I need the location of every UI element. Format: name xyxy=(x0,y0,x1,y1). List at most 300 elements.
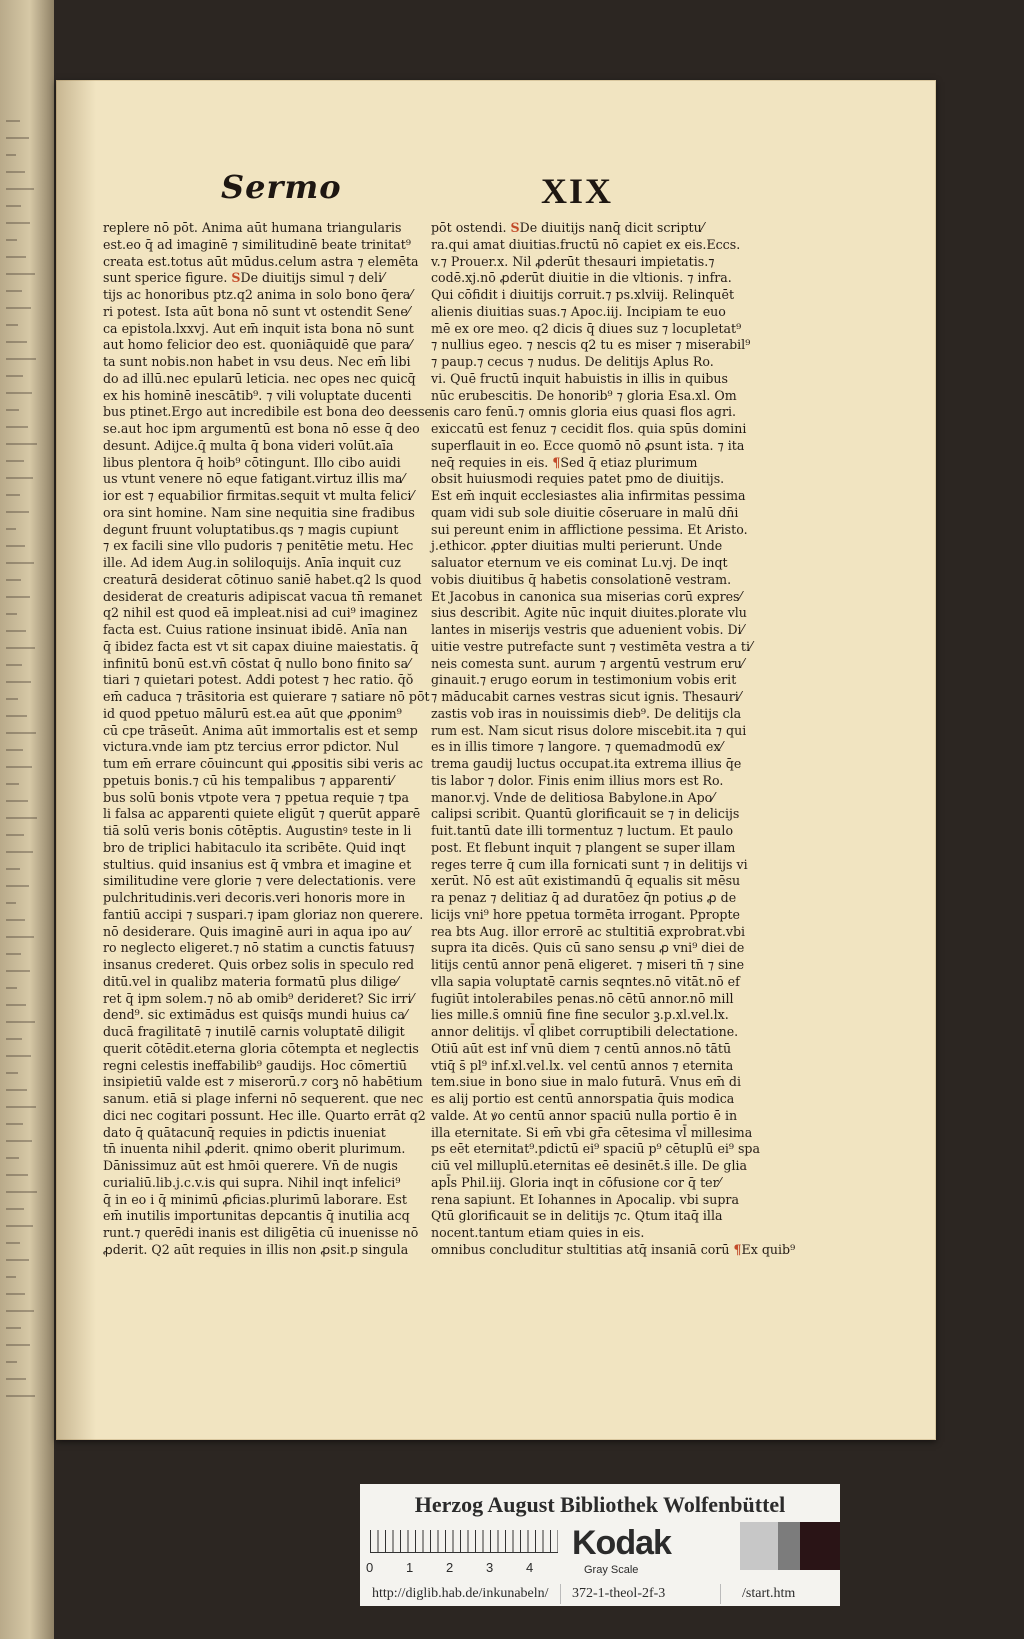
facing-page-line xyxy=(6,579,21,581)
text-line xyxy=(103,1107,426,1125)
text-line xyxy=(103,236,411,254)
text-line xyxy=(431,254,731,271)
facing-page-line xyxy=(6,1021,35,1023)
text-line xyxy=(103,974,403,991)
text-line xyxy=(431,371,731,388)
facing-page-line xyxy=(6,613,17,615)
line-text: Dānissimuz aūt est hmōi querere. Vn̄ de nugis xyxy=(103,1158,398,1173)
line-text: curialiū.lib.j.c.v.is qui supra. Nihil inqt infelici⁹ xyxy=(103,1174,401,1190)
line-text: Qui cōfidit i diuitijs corruit.⁊ ps.xlviij. Relinquēt xyxy=(431,287,735,302)
line-text: bro de triplici habitaculo ita scribēte. Quid inqt xyxy=(103,839,406,855)
facing-page-line xyxy=(6,970,30,972)
text-line xyxy=(103,504,415,522)
line-text: apl̄s Phil.iij. Gloria inqt in cōfusione cor q̄ ter⁄ xyxy=(431,1174,721,1190)
url-text: http://diglib.hab.de/inkunabeln/ xyxy=(372,1586,549,1601)
text-line xyxy=(431,705,742,723)
text-line xyxy=(103,1158,403,1175)
ruler-number: 4 xyxy=(526,1560,534,1575)
gray-swatch-dark xyxy=(800,1522,840,1570)
card-footer xyxy=(360,1582,840,1606)
facing-page-line xyxy=(6,1225,33,1227)
library-name: Herzog August Bibliothek Wolfenbüttel xyxy=(414,1492,786,1517)
text-line xyxy=(103,1024,403,1041)
line-text: similitudine vere glorie ⁊ vere delectationis. vere xyxy=(103,873,416,889)
line-text: creaturā desiderat cōtinuo saniē habet.q2 ls quod xyxy=(103,571,422,587)
text-line xyxy=(103,1225,419,1242)
line-text: ra penaz ⁊ delitiaz q̄ ad duratōez q̄n potius ꝓ de xyxy=(431,890,737,905)
text-line xyxy=(103,253,419,271)
line-text: rena sapiunt. Et Iohannes in Apocalip. vbi supra xyxy=(431,1191,739,1207)
facing-page-line xyxy=(6,409,19,411)
ruler-number: 1 xyxy=(406,1560,414,1575)
line-text: litijs centū annor penā eligeret. ⁊ miseri tn̄ ⁊ sine xyxy=(431,957,745,972)
facing-page-line xyxy=(6,698,18,700)
line-text: ra.qui amat diuitias.fructū nō capiet ex eis.Eccs. xyxy=(431,236,741,252)
line-text: querit cōtēdit.eterna gloria cōtempta et neglectis xyxy=(103,1040,419,1056)
paragraph-text: Sed q̄ etiaz plurimum xyxy=(560,454,698,470)
facing-page-line xyxy=(6,460,24,462)
line-text: pōt ostendi. xyxy=(431,220,507,235)
line-text: j.ethicor. ꝓpter diuitias multi perierunt. Unde xyxy=(431,538,723,554)
line-text: fuit.tantū date illi tormentuz ⁊ luctum. Et paulo xyxy=(431,823,734,838)
line-text: ille. Ad idem Aug.in soliloquijs. Anīa inquit cuz xyxy=(103,555,401,570)
text-line xyxy=(103,220,403,237)
line-text: Est em̄ inquit ecclesiastes alia infirmitas pessima xyxy=(431,488,746,503)
line-text: desiderat de creaturis adipiscat vacua tn̄ remanet xyxy=(103,588,423,604)
line-text: facta est. Cuius ratione insinuat ibidē. Anīa nan xyxy=(103,622,408,637)
line-text: Et Jacobus in canonica sua miserias corū expres⁄ xyxy=(431,588,742,604)
line-text: valde. At ꝟo centū annor spaciū nulla portio ē in xyxy=(431,1107,738,1123)
facing-page-line xyxy=(6,324,18,326)
line-text: regni celestis ineffabilib⁹ gaudijs. Hoc cōmertiū xyxy=(103,1057,408,1073)
facing-page-line xyxy=(6,783,19,785)
facing-page-line xyxy=(6,562,34,564)
text-line xyxy=(103,856,412,874)
running-header xyxy=(56,168,936,216)
line-text: codē.xj.nō ꝓderūt diuitie in die vltionis. ⁊ infra. xyxy=(431,270,732,286)
line-text: vi. Quē fructū inquit habuistis in illis in quibus xyxy=(431,370,728,386)
line-text: lies mille.s̄ omniū fine fine seculor ꝫ.p.xl.vel.lx. xyxy=(431,1007,729,1023)
book-page xyxy=(56,80,936,1440)
line-text: dato q̄ quātacunq̄ requies in pdictis inueniat xyxy=(103,1124,386,1140)
text-line xyxy=(103,488,414,505)
line-text: aut homo felicior deo est. quoniāquidē que para⁄ xyxy=(103,337,412,353)
line-text: degunt fruunt voluptatibus.qs ⁊ magis cupiunt xyxy=(103,521,399,537)
line-text: exiccatū est fenuz ⁊ cecidit flos. quia spūs domini xyxy=(431,421,747,436)
text-line xyxy=(431,404,737,421)
gray-swatch-light xyxy=(740,1522,778,1570)
line-text: ⁊ nullius egeo. ⁊ nescis q2 tu es miser ⁊ miserabil⁹ xyxy=(431,337,751,353)
text-line xyxy=(431,722,747,740)
facing-page-line xyxy=(6,817,37,819)
line-text: ps eēt eternitat⁹.pdictū ei⁹ spaciū p⁹ cētuplū ei⁹ spa xyxy=(431,1141,761,1157)
facing-page-line xyxy=(6,1106,36,1108)
text-line xyxy=(431,437,745,455)
line-text: Qtū glorificauit se in delitijs ⁊c. Qtum itaq̄ illa xyxy=(431,1208,723,1224)
text-line xyxy=(431,354,731,371)
line-text: ora sint homine. Nam sine nequitia sine fradibus xyxy=(103,504,415,520)
facing-page-line xyxy=(6,171,25,173)
text-line xyxy=(103,555,403,572)
line-text: obsit huiusmodi requies patet pmo de diuitijs. xyxy=(431,471,725,487)
facing-page-line xyxy=(6,443,37,445)
line-text: ca epistola.lxxvj. Aut em̄ inquit ista bona nō sunt xyxy=(103,320,414,336)
line-text: tiari ⁊ quietari potest. Addi potest ⁊ hec ratio. q̄ŏ xyxy=(103,672,414,688)
facing-page-line xyxy=(6,307,31,309)
line-text: q̄ ibidez facta est vt sit capax diuine maiestatis. q̄ xyxy=(103,638,419,654)
text-line xyxy=(103,571,422,589)
facing-page-line xyxy=(6,1072,18,1074)
text-line xyxy=(431,1208,731,1225)
line-text: tn̄ inuenta nihil ꝓderit. qnimo oberit plurimum. xyxy=(103,1141,406,1157)
facing-page-line xyxy=(6,392,32,394)
line-text: neis comesta sunt. aurum ⁊ argentū vestrum eru⁄ xyxy=(431,655,745,671)
line-text: insanus crederet. Quis orbez solis in speculo red xyxy=(103,957,415,972)
facing-page-line xyxy=(6,205,21,207)
line-text: es alij portio est centū annorspatia q̄uis modica xyxy=(431,1091,735,1106)
text-line xyxy=(431,1241,796,1259)
line-text: es in illis timore ⁊ langore. ⁊ quemadmodū ex⁄ xyxy=(431,739,723,755)
text-line xyxy=(103,1057,408,1075)
line-text: cū cpe trāseūt. Anima aūt immortalis est et semp xyxy=(103,722,418,738)
line-text: ginauit.⁊ erugo eorum in testimonium vobis erit xyxy=(431,672,737,688)
facing-page-line xyxy=(6,630,26,632)
facing-page-line xyxy=(6,477,33,479)
text-line xyxy=(431,622,744,639)
facing-page-line xyxy=(6,1004,26,1006)
facing-page-line xyxy=(6,1191,37,1193)
text-line xyxy=(431,873,741,890)
facing-page-line xyxy=(6,239,17,241)
text-line xyxy=(431,1041,731,1058)
text-line xyxy=(431,973,740,991)
text-line xyxy=(431,504,739,522)
text-line xyxy=(103,622,408,639)
line-text: ⁊ ex facili sine vllo pudoris ⁊ penitētie metu. Hec xyxy=(103,538,414,554)
facing-page-line xyxy=(6,273,35,275)
text-line xyxy=(103,605,418,622)
line-text: libus plentora q̄ hoib⁹ cōtingunt. Illo cibo auidi xyxy=(103,454,401,470)
line-text: xerūt. Nō est aūt existimandū q̄ equalis sit mēsu xyxy=(431,873,741,889)
text-line xyxy=(103,438,403,455)
line-text: replere nō pōt. Anima aūt humana triangularis xyxy=(103,220,402,235)
facing-page-line xyxy=(6,715,27,717)
paragraph-text: De diuitijs simul ⁊ deli⁄ xyxy=(240,270,385,286)
text-line xyxy=(103,722,418,740)
facing-page-line xyxy=(6,1327,21,1329)
line-text: ior est ⁊ equabilior firmitas.sequit vt multa felici⁄ xyxy=(103,488,414,503)
line-text: quam vidi sub sole diuitie cōseruare in malū dn̄i xyxy=(431,504,739,520)
text-line xyxy=(103,370,416,388)
text-line xyxy=(431,1175,731,1192)
line-text: q2 nihil est quod eā impleat.nisi ad cui⁹ imaginez xyxy=(103,605,418,621)
line-text: calipsi scribit. Quantū glorificauit se ⁊ in delicijs xyxy=(431,806,740,822)
line-text: ret q̄ ipm solem.⁊ nō ab omib⁹ derideret? Sic irri⁄ xyxy=(103,990,414,1006)
text-line xyxy=(431,1225,731,1242)
facing-page-line xyxy=(6,426,28,428)
text-line xyxy=(103,303,410,321)
text-line xyxy=(431,471,731,488)
text-line xyxy=(103,773,403,790)
text-line xyxy=(431,236,741,254)
facing-page-line xyxy=(6,545,25,547)
line-text: ⁊ māducabit carnes vestras sicut ignis. Thesauri⁄ xyxy=(431,689,741,704)
text-line xyxy=(103,588,423,606)
paragraph-text: De diuitijs nanq̄ dicit scriptu⁄ xyxy=(519,220,704,235)
line-text: ta sunt nobis.non habet in vsu deus. Nec em̄ libi xyxy=(103,354,411,369)
line-text: nis caro fenū.⁊ omnis gloria eius quasi flos agri. xyxy=(431,404,737,420)
divider xyxy=(720,1584,721,1604)
facing-page-line xyxy=(6,766,32,768)
text-line xyxy=(431,806,740,823)
line-text: ditū.vel in qualibz materia formatū plus dilige⁄ xyxy=(103,973,399,989)
line-text: dici nec cogitari possunt. Hec ille. Quarto errāt q2 xyxy=(103,1107,426,1123)
line-text: trema gaudij luctus occupat.ita extrema illius q̄e xyxy=(431,756,742,771)
facing-page-line xyxy=(6,1259,29,1261)
text-line xyxy=(431,1074,742,1091)
line-text: reges terre q̄ cum illa fornicati sunt ⁊ in delitijs vi xyxy=(431,856,748,872)
text-line xyxy=(103,1091,424,1108)
line-text: illa eternitate. Si em̄ vbi gr̄a cētesima vl̄ millesima xyxy=(431,1124,753,1140)
line-text: ducā fragilitatē ⁊ inutilē carnis voluptatē diligit xyxy=(103,1024,405,1039)
text-line xyxy=(103,1208,410,1225)
text-line xyxy=(431,337,751,354)
text-line xyxy=(431,287,735,304)
facing-page-line xyxy=(6,851,33,853)
line-text: ꝓderit. Q2 aūt requies in illis non ꝓsit.p singula xyxy=(103,1241,409,1257)
facing-page-line xyxy=(6,1344,30,1346)
line-text: ex his hominē inescātib⁹. ⁊ vili voluptate ducenti xyxy=(103,387,412,403)
text-line xyxy=(103,471,403,488)
facing-page-line xyxy=(6,188,34,190)
line-text: lantes in miserijs vestris que aduenient vobis. Di⁄ xyxy=(431,622,744,637)
ruler-numbers xyxy=(366,1560,566,1576)
line-text: nūc erubescitis. De honorib⁹ ⁊ gloria Esa.xl. Om xyxy=(431,387,737,403)
line-text: superflauit in eo. Ecce quomō nō ꝓsunt ista. ⁊ ita xyxy=(431,437,745,453)
text-line xyxy=(431,1007,731,1024)
line-text: rum est. Nam sicut risus dolore miscebit.ita ⁊ qui xyxy=(431,722,747,738)
text-line xyxy=(103,890,406,907)
facing-page-line xyxy=(6,664,22,666)
text-line xyxy=(431,890,737,907)
facing-page-line xyxy=(6,596,30,598)
text-line xyxy=(431,220,731,237)
text-line xyxy=(431,555,731,572)
line-text: ppetuis bonis.⁊ cū his tempalibus ⁊ apparenti⁄ xyxy=(103,772,394,788)
text-line xyxy=(431,304,731,321)
text-line xyxy=(431,655,745,673)
line-text: li falsa ac apparenti quiete eligūt ⁊ querūt apparē xyxy=(103,806,421,822)
facing-page-line xyxy=(6,494,20,496)
facing-page-line xyxy=(6,341,27,343)
text-line xyxy=(431,521,748,539)
line-text: bus ptinet.Ergo aut incredibile est bona deo deesse xyxy=(103,404,432,420)
facing-page-line xyxy=(6,1276,16,1278)
facing-page-line xyxy=(6,1293,25,1295)
line-text: tis labor ⁊ dolor. Finis enim illius mors est Ro. xyxy=(431,772,724,788)
running-title: Sermo xyxy=(221,168,342,206)
text-line xyxy=(431,823,734,840)
text-line xyxy=(103,739,403,756)
line-text: ciū vel milluplū.eternitas eē desinēt.s̄ ille. De glia xyxy=(431,1158,748,1173)
text-line xyxy=(103,1141,406,1158)
line-text: ⁊ paup.⁊ cecus ⁊ nudus. De delitijs Aplus Ro. xyxy=(431,354,714,369)
text-line xyxy=(431,538,731,555)
line-text: vobis diuitibus q̄ habetis consolationē vestram. xyxy=(431,571,732,587)
facing-page-line xyxy=(6,1038,22,1040)
paragraph-text: Ex quib⁹ xyxy=(741,1241,796,1257)
text-line xyxy=(103,455,403,472)
line-text: pulchritudinis.veri decoris.veri honoris more in xyxy=(103,890,406,905)
facing-page-line xyxy=(6,256,26,258)
line-text: tijs ac honoribus ptz.q2 anima in solo bono q̄era⁄ xyxy=(103,287,413,302)
ruler-number: 0 xyxy=(366,1560,374,1575)
text-line xyxy=(431,672,737,689)
line-text: creata est.totus aūt mūdus.celum astra ⁊ elemēta xyxy=(103,253,419,269)
text-line xyxy=(103,1125,403,1142)
line-text: infinitū bonū est.vn̄ cōstat q̄ nullo bono finito sa⁄ xyxy=(103,655,411,671)
text-line xyxy=(431,790,731,807)
text-line xyxy=(103,404,432,421)
facing-page-line xyxy=(6,375,23,377)
text-line xyxy=(431,387,737,405)
facing-page-line xyxy=(6,1242,20,1244)
text-line xyxy=(103,823,412,840)
text-line xyxy=(103,538,414,555)
facing-page-line xyxy=(6,1395,35,1397)
text-line xyxy=(103,1007,407,1024)
text-line xyxy=(103,522,403,539)
line-text: licijs vni⁹ hore ppetua tormēta irrogant. Ppropte xyxy=(431,906,740,922)
text-line xyxy=(431,605,747,622)
facing-page-line xyxy=(6,290,22,292)
facing-page-line xyxy=(6,1140,32,1142)
kodak-logo: Kodak xyxy=(572,1524,671,1562)
line-text: Otiū aūt est inf vnū diem ⁊ centū annos.nō tātū xyxy=(431,1040,732,1056)
line-text: stultius. quid insanius est q̄ vmbra et imagine et xyxy=(103,856,412,872)
facing-page-line xyxy=(6,154,16,156)
text-line xyxy=(103,287,413,304)
facing-page-line xyxy=(6,936,34,938)
line-text: tum em̄ errare cōuincunt qui ꝓpositis sibi veris ac xyxy=(103,756,424,771)
facing-page-line xyxy=(6,885,29,887)
text-line xyxy=(103,1074,423,1091)
text-line xyxy=(431,906,740,924)
line-text: q̄ in eo i q̄ minimū ꝓficias.plurimū laborare. Est xyxy=(103,1191,407,1207)
line-text: ri potest. Ista aūt bona nō sunt vt ostendit Sene⁄ xyxy=(103,303,410,319)
line-text: nō desiderare. Quis imaginē auri in aqua ipo au⁄ xyxy=(103,923,410,939)
text-line xyxy=(431,572,731,589)
line-text: annor delitijs. vl̄ qlibet corruptibili delectatione. xyxy=(431,1024,739,1039)
divider xyxy=(560,1584,561,1604)
text-line xyxy=(103,421,420,438)
facing-page-line xyxy=(6,137,29,139)
line-text: se.aut hoc ipm argumentū est bona nō esse q̄ deo xyxy=(103,421,420,436)
line-text: manor.vj. Vnde de delitiosa Babylone.in Apo⁄ xyxy=(431,789,715,805)
facing-page-line xyxy=(6,1089,27,1091)
text-line xyxy=(431,1124,753,1142)
text-column-right xyxy=(431,220,796,1259)
line-text: vlla sapia voluptatē carnis seqntes.nō vitāt.nō ef xyxy=(431,973,740,989)
facing-page-line xyxy=(6,120,20,122)
facing-page-line xyxy=(6,1157,19,1159)
facing-page-line xyxy=(6,919,25,921)
line-text: id quod ppetuo mālurū est.ea aūt que ꝓponim⁹ xyxy=(103,705,402,721)
line-text: fantiū accipi ⁊ suspari.⁊ ipam gloriaz non querere. xyxy=(103,906,424,922)
text-line xyxy=(103,806,421,823)
shelfmark-text: 372-1-theol-2f-3 xyxy=(572,1586,666,1601)
facing-page-line xyxy=(6,987,17,989)
text-line xyxy=(103,672,414,689)
text-line xyxy=(431,839,736,857)
paragraph-mark: ¶ xyxy=(552,454,561,470)
facing-page-line xyxy=(6,358,36,360)
text-line xyxy=(103,270,403,287)
facing-page-line xyxy=(6,1123,23,1125)
text-line xyxy=(431,1141,761,1158)
text-line xyxy=(103,839,406,857)
text-line xyxy=(431,488,746,505)
text-line xyxy=(103,689,430,706)
line-text: do ad illū.nec epularū leticia. nec opes nec quicq̄ xyxy=(103,370,416,386)
paragraph-mark: ¶ xyxy=(733,1241,742,1257)
text-line xyxy=(103,706,403,723)
text-line xyxy=(431,1091,735,1108)
text-line xyxy=(103,354,411,371)
ruler-number: 2 xyxy=(446,1560,454,1575)
line-text: uitie vestre putrefacte sunt ⁊ vestimēta vestra a ti⁄ xyxy=(431,638,753,654)
text-line xyxy=(103,923,410,941)
text-line xyxy=(431,1024,739,1041)
facing-page-line xyxy=(6,511,29,513)
text-line xyxy=(103,1191,407,1209)
facing-page-line xyxy=(6,749,23,751)
facing-page-line xyxy=(6,1310,34,1312)
facing-page-line xyxy=(6,1378,26,1380)
line-text: ro neglecto eligeret.⁊ nō statim a cunctis fatuus⁊ xyxy=(103,940,415,956)
line-text: neq̄ requies in eis. xyxy=(431,454,549,470)
text-line xyxy=(103,789,410,807)
text-line xyxy=(431,320,742,338)
line-text: tem.siue in bono siue in malo futurā. Vnus em̄ di xyxy=(431,1074,742,1090)
text-line xyxy=(103,655,411,673)
start-link-text: /start.htm xyxy=(742,1586,796,1601)
facing-page-line xyxy=(6,1208,24,1210)
text-line xyxy=(103,873,416,890)
line-text: runt.⁊ querēdi inanis est diligētia cū inuenisse nō xyxy=(103,1225,419,1240)
text-line xyxy=(103,756,424,773)
text-line xyxy=(103,1040,419,1058)
text-line xyxy=(431,588,742,606)
text-line xyxy=(431,923,746,941)
line-text: us vtunt venere nō eque fatigant.virtuz illis ma⁄ xyxy=(103,471,405,487)
line-text: alienis diuitias suas.⁊ Apoc.iij. Incipiam te euo xyxy=(431,303,726,319)
text-line xyxy=(103,990,414,1008)
line-text: em̄ inutilis importunitas depcantis q̄ inutilia acq xyxy=(103,1208,410,1224)
text-line xyxy=(431,940,745,957)
line-text: dend⁹. sic extimādus est quisq̄s mundi huius ca⁄ xyxy=(103,1007,407,1023)
line-text: post. Et flebunt inquit ⁊ plangent se super illam xyxy=(431,839,736,855)
facing-page-line xyxy=(6,732,36,734)
text-line xyxy=(431,756,742,773)
line-text: est.eo q̄ ad imaginē ⁊ similitudinē beate trinitat⁹ xyxy=(103,236,411,252)
text-line xyxy=(103,940,415,957)
text-line xyxy=(103,337,412,354)
text-line xyxy=(431,739,731,756)
line-text: sanum. etiā si plage inferni nō sequerent. que nec xyxy=(103,1091,424,1106)
text-line xyxy=(431,270,731,287)
paragraph-mark: S xyxy=(231,270,241,286)
